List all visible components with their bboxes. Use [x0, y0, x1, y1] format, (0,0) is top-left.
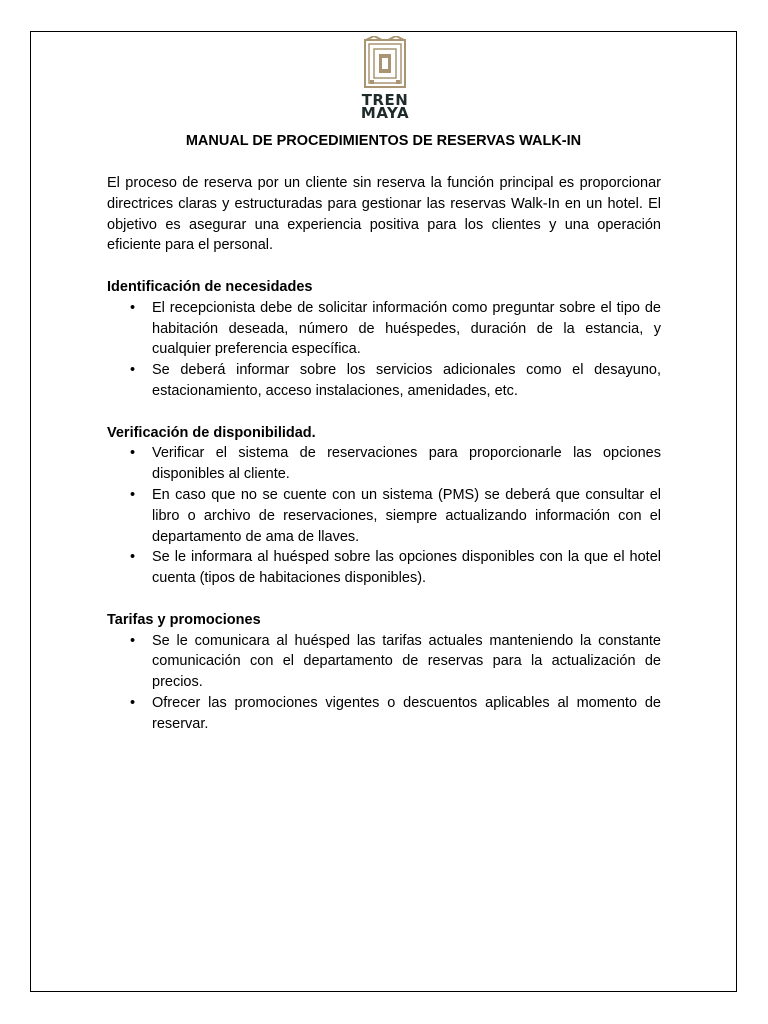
section-tarifas	[107, 610, 661, 735]
list-item	[107, 485, 661, 547]
list-item-text: Verificar el sistema de reservaciones para proporcionarle las opciones disponibles al cliente.	[152, 445, 661, 483]
section-heading: Identificación de necesidades	[107, 278, 313, 295]
intro-paragraph: El proceso de reserva por un cliente sin reserva la función principal es proporcionar directrices claras y estructuradas para gestionar las reservas Walk-In en un hotel. El objetivo es asegurar una experiencia positiva para los clientes y una operación eficiente para el personal.	[107, 175, 661, 254]
document-title: MANUAL DE PROCEDIMIENTOS DE RESERVAS WALK-IN	[185, 133, 582, 149]
bullet-icon: •	[130, 549, 136, 566]
list-item-text: El recepcionista debe de solicitar información como preguntar sobre el tipo de habitación deseada, número de huéspedes, duración de la estancia, y cualquier preferencia específica.	[152, 299, 661, 358]
bullet-list	[107, 631, 661, 735]
logo-wordmark-line2: MAYA	[360, 104, 410, 122]
list-item-text: En caso que no se cuente con un sistema (PMS) se deberá que consultar el libro o archivo de reservaciones, siempre actualizando información con el departamento de ama de llaves.	[152, 486, 661, 545]
tren-maya-logo	[356, 36, 414, 122]
list-item	[107, 360, 661, 402]
bullet-icon: •	[130, 299, 136, 316]
bullet-icon: •	[130, 694, 136, 711]
list-item	[107, 631, 661, 693]
list-item	[107, 298, 661, 360]
bullet-icon: •	[130, 486, 136, 503]
list-item	[107, 693, 661, 735]
document-body	[107, 173, 661, 735]
list-item	[107, 547, 661, 589]
section-heading: Verificación de disponibilidad.	[107, 424, 316, 441]
section-verificacion	[107, 423, 661, 589]
logo-wordmark-line1: TREN	[361, 91, 409, 109]
bullet-icon: •	[130, 632, 136, 649]
section-identificacion	[107, 277, 661, 402]
list-item-text: Se le informara al huésped sobre las opciones disponibles con la que el hotel cuenta (tipos de habitaciones disponibles).	[152, 549, 661, 587]
list-item	[107, 443, 661, 485]
list-item-text: Se le comunicara al huésped las tarifas actuales manteniendo la constante comunicación con el departamento de reservas para la actualización de precios.	[152, 632, 661, 691]
bullet-list	[107, 298, 661, 402]
tren-maya-glyph-icon	[364, 36, 406, 88]
section-heading: Tarifas y promociones	[107, 611, 261, 628]
bullet-list	[107, 443, 661, 589]
bullet-icon: •	[130, 445, 136, 462]
list-item-text: Ofrecer las promociones vigentes o descuentos aplicables al momento de reservar.	[152, 694, 661, 732]
list-item-text: Se deberá informar sobre los servicios adicionales como el desayuno, estacionamiento, acceso instalaciones, amenidades, etc.	[152, 362, 661, 399]
bullet-icon: •	[130, 362, 136, 379]
